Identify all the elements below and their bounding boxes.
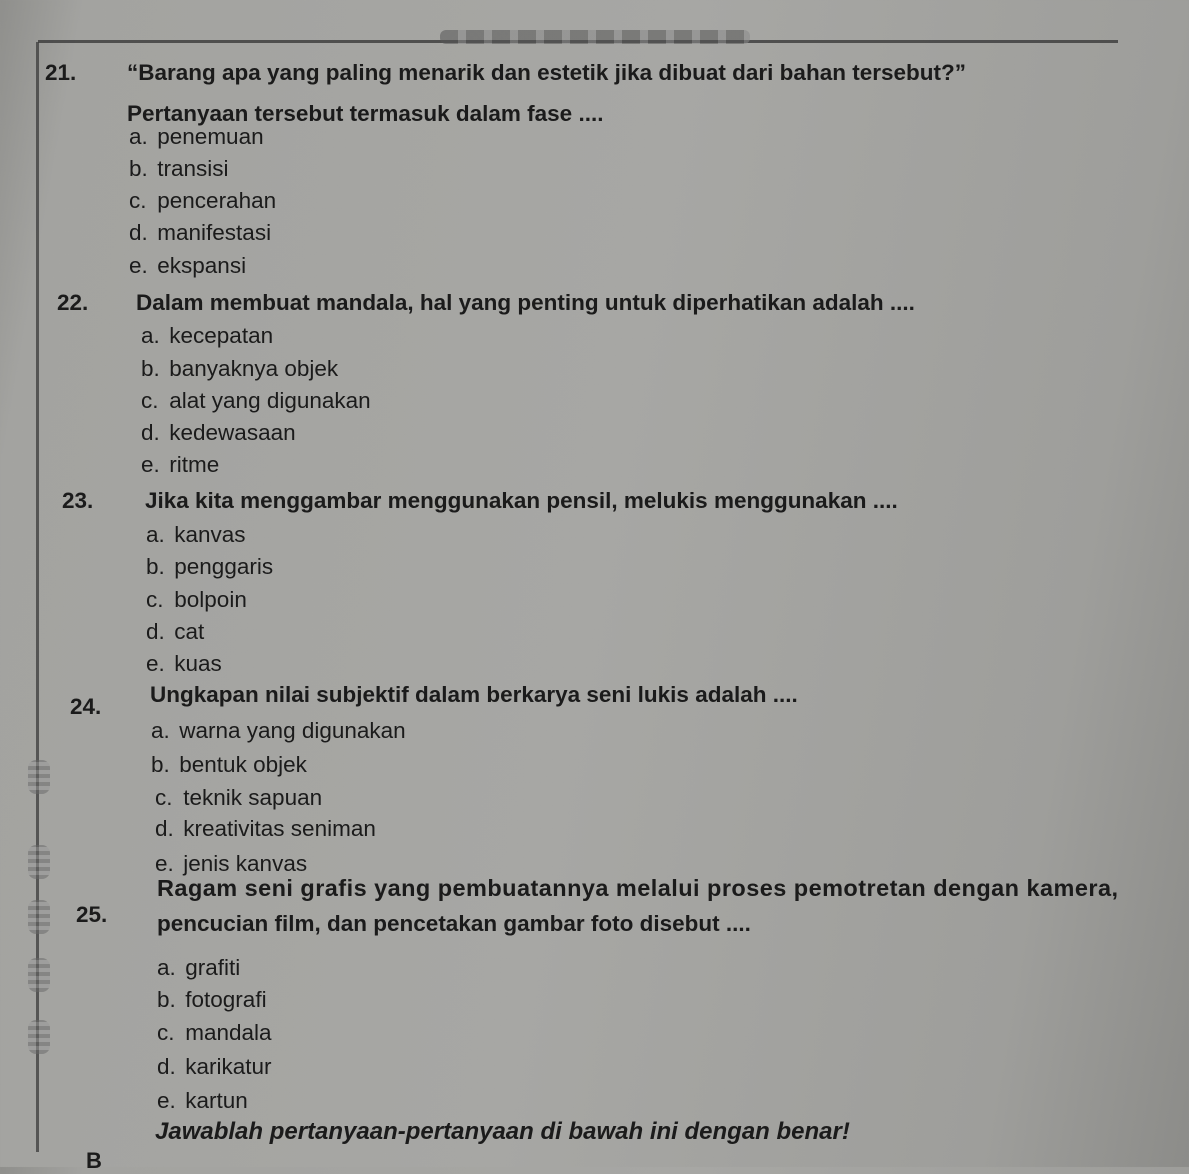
option-e: e. kuas — [146, 651, 222, 676]
question-text: Ragam seni grafis yang pembuatannya melalui proses pemotretan dengan kamera, — [157, 875, 1119, 901]
option-b: b. penggaris — [146, 554, 274, 579]
side-ornament — [28, 845, 50, 879]
question-number: 23. — [62, 488, 94, 513]
option-b: b. bentuk objek — [151, 752, 307, 777]
option-e: e. ritme — [141, 452, 220, 477]
question-text-line2: pencucian film, dan pencetakan gambar foto disebut .... — [157, 911, 751, 936]
option-c: c. teknik sapuan — [155, 785, 323, 810]
option-c: c. pencerahan — [129, 188, 277, 213]
side-ornament — [28, 760, 50, 794]
option-b: b. banyaknya objek — [141, 356, 339, 381]
question-number: 24. — [70, 694, 102, 719]
side-ornament — [28, 900, 50, 934]
option-b: b. fotografi — [157, 987, 267, 1012]
option-b: b. transisi — [129, 156, 229, 181]
question-text: Ungkapan nilai subjektif dalam berkarya seni lukis adalah .... — [150, 682, 798, 707]
top-ornament — [440, 30, 750, 44]
option-a: a. penemuan — [129, 124, 264, 149]
side-ornament — [28, 1020, 50, 1054]
question-text-line2: Pertanyaan tersebut termasuk dalam fase .... — [127, 101, 604, 126]
question-text: Dalam membuat mandala, hal yang penting untuk diperhatikan adalah .... — [136, 290, 915, 315]
side-ornament — [28, 958, 50, 992]
option-e: e. ekspansi — [129, 253, 247, 278]
option-a: a. kecepatan — [141, 323, 274, 348]
option-d: d. karikatur — [157, 1054, 272, 1079]
option-a: a. kanvas — [146, 522, 246, 547]
option-a: a. grafiti — [157, 955, 241, 980]
option-c: c. alat yang digunakan — [141, 388, 371, 413]
option-c: c. mandala — [157, 1020, 272, 1045]
option-d: d. cat — [146, 619, 205, 644]
option-e: e. kartun — [157, 1088, 248, 1113]
question-text: “Barang apa yang paling menarik dan estetik jika dibuat dari bahan tersebut?” — [127, 60, 966, 85]
section-letter: B — [86, 1148, 102, 1173]
option-d: d. kreativitas seniman — [155, 816, 376, 841]
question-text: Jika kita menggambar menggunakan pensil, melukis menggunakan .... — [145, 488, 898, 513]
option-d: d. manifestasi — [129, 220, 272, 245]
question-number: 25. — [76, 902, 108, 927]
option-c: c. bolpoin — [146, 587, 247, 612]
question-number: 22. — [57, 290, 89, 315]
question-number: 21. — [45, 60, 77, 85]
option-e: e. jenis kanvas — [155, 851, 308, 876]
option-d: d. kedewasaan — [141, 420, 296, 445]
section-instruction: Jawablah pertanyaan-pertanyaan di bawah ini dengan benar! — [155, 1118, 850, 1145]
option-a: a. warna yang digunakan — [151, 718, 406, 743]
